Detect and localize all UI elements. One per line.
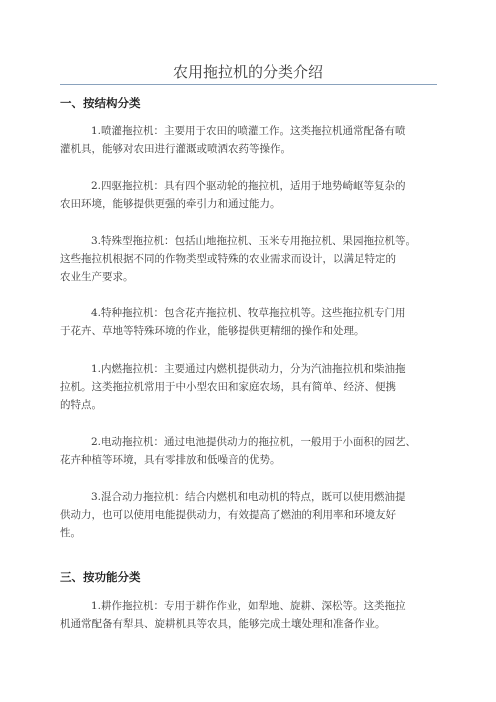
paragraph-line: 的特点。: [60, 399, 102, 411]
paragraph-line: 1.喷灌拖拉机：主要用于农田的喷灌工作。这类拖拉机通常配备有喷: [91, 125, 406, 137]
paragraph: [60, 433, 440, 469]
paragraph: [60, 488, 440, 542]
paragraph-line: 花卉种植等环境，具有零排放和低噪音的优势。: [60, 454, 281, 466]
paragraph-line: 1.内燃拖拉机：主要通过内燃机提供动力，分为汽油拖拉机和柴油拖: [91, 363, 406, 375]
paragraph-line: 4.特种拖拉机：包含花卉拖拉机、牧草拖拉机等。这些拖拉机专门用: [91, 307, 406, 319]
section-heading: 三、按功能分类: [60, 570, 141, 584]
paragraph: [60, 597, 440, 633]
paragraph-line: 这些拖拉机根据不同的作物类型或特殊的农业需求而设计，以满足特定的: [60, 253, 396, 265]
paragraph-line: 3.混合动力拖拉机：结合内燃机和电动机的特点，既可以使用燃油提: [91, 491, 406, 503]
paragraph-line: 3.特殊型拖拉机：包括山地拖拉机、玉米专用拖拉机、果园拖拉机等。: [91, 235, 417, 247]
paragraph: [60, 122, 440, 158]
paragraph: [60, 360, 440, 414]
paragraph: [60, 177, 440, 213]
paragraph: [60, 304, 440, 340]
paragraph-line: 农业生产要求。: [60, 271, 134, 283]
page-title: 农用拖拉机的分类介绍: [172, 63, 323, 81]
paragraph-line: 2.四驱拖拉机：具有四个驱动轮的拖拉机，适用于地势崎岖等复杂的: [91, 180, 406, 192]
paragraph-line: 2.电动拖拉机：通过电池提供动力的拖拉机，一般用于小面积的园艺、: [91, 436, 417, 448]
paragraph-line: 性。: [60, 527, 81, 539]
paragraph-line: 灌机具，能够对农田进行灌溉或喷洒农药等操作。: [60, 143, 291, 155]
paragraph-line: 拉机。这类拖拉机常用于中小型农田和家庭农场，具有简单、经济、便携: [60, 381, 396, 393]
paragraph: [60, 232, 440, 286]
paragraph-line: 农田环境，能够提供更强的牵引力和通过能力。: [60, 198, 281, 210]
title-divider: [60, 84, 437, 85]
section-heading: 一、按结构分类: [60, 96, 141, 110]
paragraph-line: 机通常配备有犁具、旋耕机具等农具，能够完成土壤处理和准备作业。: [60, 618, 386, 630]
paragraph-line: 供动力，也可以使用电能提供动力，有效提高了燃油的利用率和环境友好: [60, 509, 396, 521]
paragraph-line: 1.耕作拖拉机：专用于耕作作业，如犁地、旋耕、深松等。这类拖拉: [91, 600, 406, 612]
paragraph-line: 于花卉、草地等特殊环境的作业，能够提供更精细的操作和处理。: [60, 325, 365, 337]
